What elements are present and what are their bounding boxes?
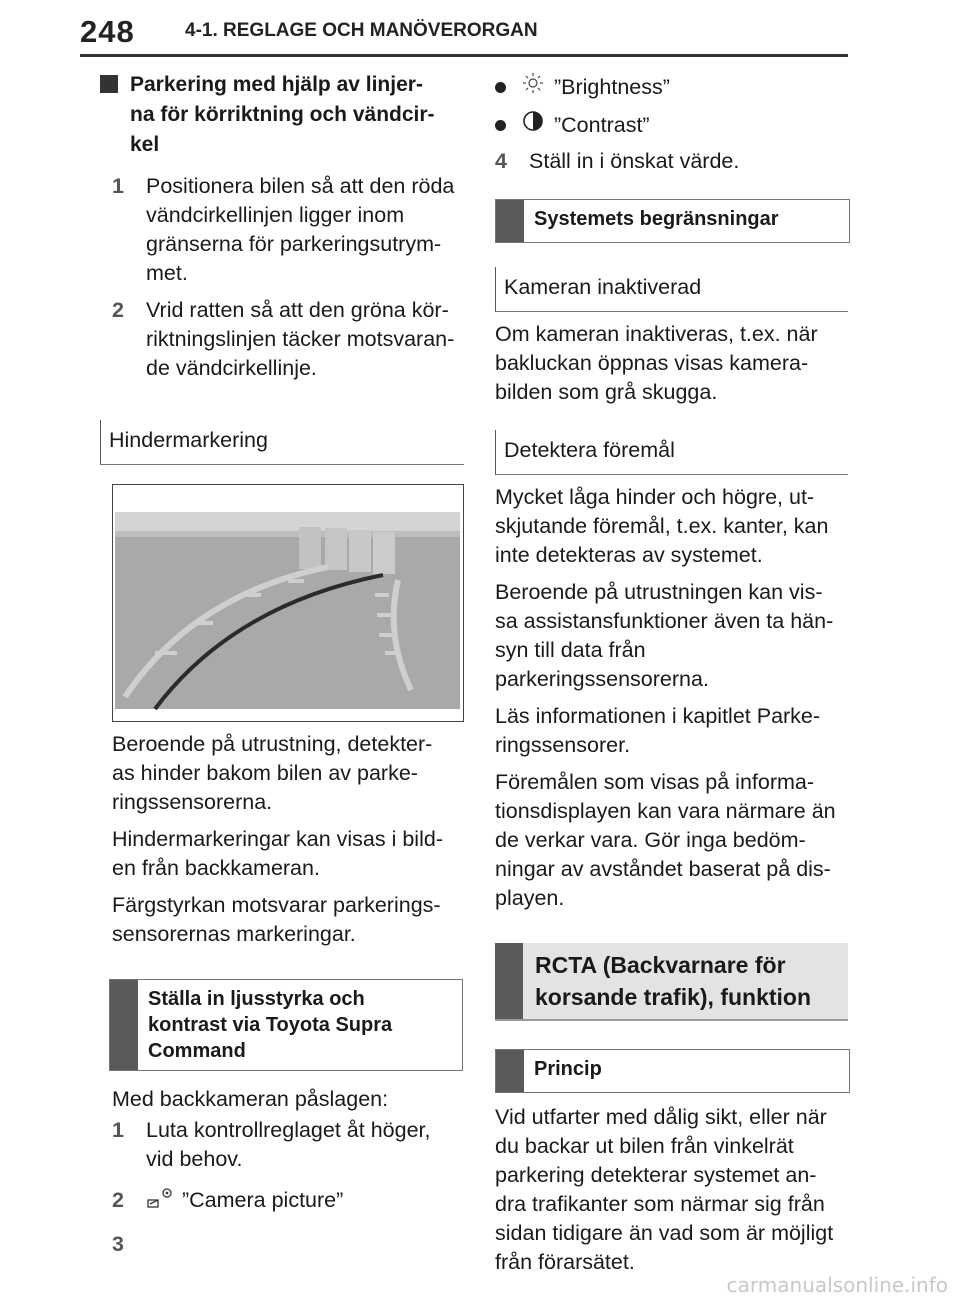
step-line: gränserna för parkeringsutrym- [146, 232, 442, 256]
step-line: Ställ in i önskat värde. [529, 149, 740, 173]
step-2 [112, 296, 464, 383]
contrast-icon [522, 110, 554, 140]
obstacle-paragraph-3 [112, 891, 464, 949]
detect-paragraph-3 [495, 702, 848, 760]
obstacle-marking-subheading [100, 420, 464, 465]
step-camera-picture [112, 1186, 464, 1218]
text-line: parkering detekterar systemet an- [495, 1163, 817, 1187]
step-line: vid behov. [146, 1147, 243, 1171]
text-line: syn till data från [495, 638, 646, 662]
text-line: bakluckan öppnas visas kamera- [495, 351, 809, 375]
text-line: Beroende på utrustning, detekter- [112, 732, 433, 756]
text-line: ringssensorer. [495, 733, 631, 757]
rcta-section-heading [495, 943, 848, 1021]
box-bar [495, 943, 523, 1019]
camera-deactivated-subheading [495, 267, 848, 312]
detect-paragraph-4 [495, 768, 848, 913]
step-number: 1 [112, 174, 124, 198]
text-line: ningar av avståndet baserat på dis- [495, 857, 831, 881]
text-line: Föremålen som visas på informa- [495, 770, 815, 794]
obstacle-paragraph-2 [112, 825, 464, 883]
step-number: 1 [112, 1118, 124, 1142]
intro-text: Med backkameran påslagen: [112, 1087, 389, 1111]
text-line: en från backkameran. [112, 856, 320, 880]
brightness-contrast-box [109, 979, 463, 1071]
step-tilt [112, 1116, 464, 1174]
detect-paragraph-1 [495, 483, 848, 570]
bullet-dot [495, 120, 506, 131]
step-line: Vrid ratten så att den gröna kör- [146, 298, 449, 322]
camera-picture-label: ”Camera picture” [182, 1188, 344, 1212]
box-bar [496, 1050, 524, 1092]
brightness-label: ”Brightness” [554, 74, 670, 99]
text-line: från förarsätet. [495, 1250, 635, 1274]
heading-square-icon [100, 75, 118, 93]
text-line: Mycket låga hinder och högre, ut- [495, 485, 815, 509]
box-title-line: kontrast via Toyota Supra [148, 1014, 393, 1036]
text-line: playen. [495, 886, 565, 910]
header-rule [80, 54, 848, 57]
brightness-bullet [495, 72, 848, 102]
box-bar [496, 200, 524, 242]
box-title: Systemets begränsningar [534, 208, 779, 230]
detect-objects-subheading [495, 430, 848, 475]
step-line: vändcirkellinjen ligger inom [146, 203, 405, 227]
step-line: met. [146, 261, 188, 285]
box-title-line: Ställa in ljusstyrka och [148, 988, 365, 1010]
text-line: Läs informationen i kapitlet Parke- [495, 704, 821, 728]
text-line: ringssensorerna. [112, 790, 273, 814]
obstacle-paragraph-1 [112, 730, 464, 817]
bullet-dot [495, 82, 506, 93]
contrast-label: ”Contrast” [554, 112, 650, 137]
camera-view-illustration [112, 484, 464, 722]
text-line: Färgstyrkan motsvarar parkerings- [112, 893, 441, 917]
system-limits-box [495, 199, 850, 243]
heading-line: na för körriktning och vändcir- [130, 103, 435, 126]
rcta-title-line: RCTA (Backvarnare för [535, 952, 786, 978]
text-line: tionsdisplayen kan vara närmare än [495, 799, 836, 823]
heading-line: Parkering med hjälp av linjer- [130, 73, 423, 96]
step-line: Luta kontrollreglaget åt höger, [146, 1118, 431, 1142]
step-line: riktningslinjen täcker motsvaran- [146, 327, 455, 351]
step-4 [495, 147, 848, 176]
heading-line: kel [130, 133, 160, 156]
subheading-text: Detektera föremål [504, 438, 675, 462]
camera-paragraph [495, 320, 848, 407]
text-line: sidan tidigare än vad som är möjligt [495, 1221, 834, 1245]
contrast-bullet [495, 110, 848, 140]
text-line: sa assistansfunktioner även ta hän- [495, 609, 834, 633]
box-bar [110, 980, 138, 1070]
text-line: as hinder bakom bilen av parke- [112, 761, 418, 785]
camera-settings-icon [146, 1186, 182, 1218]
step-3 [112, 1230, 464, 1259]
text-line: Beroende på utrustningen kan vis- [495, 580, 823, 604]
box-title-line: Command [148, 1040, 246, 1062]
step-line: de vändcirkellinje. [146, 356, 317, 380]
step-number: 4 [495, 149, 507, 173]
right-column [495, 72, 848, 1277]
text-line: inte detekteras av systemet. [495, 543, 763, 567]
camera-view-svg [113, 485, 463, 721]
text-line: sensorernas markeringar. [112, 922, 356, 946]
text-line: Vid utfarter med dålig sikt, eller när [495, 1105, 827, 1129]
subheading-text: Hindermarkering [109, 428, 268, 452]
box-title: Princip [534, 1058, 602, 1080]
step-line: Positionera bilen så att den röda [146, 174, 455, 198]
text-line: bilden som grå skugga. [495, 380, 718, 404]
text-line: Om kameran inaktiveras, t.ex. när [495, 322, 818, 346]
brightness-icon [522, 72, 554, 102]
text-line: dra trafikanter som närmar sig från [495, 1192, 825, 1216]
principle-paragraph [495, 1103, 848, 1277]
watermark-link[interactable]: carmanualsonline.info [726, 1273, 948, 1297]
subheading-text: Kameran inaktiverad [504, 275, 702, 299]
step-number: 2 [112, 298, 124, 322]
text-line: parkeringssensorerna. [495, 667, 709, 691]
text-line: Hindermarkeringar kan visas i bild- [112, 827, 443, 851]
step-number: 2 [112, 1188, 124, 1212]
detect-paragraph-2 [495, 578, 848, 694]
page-number: 248 [80, 14, 135, 49]
step-1 [112, 172, 464, 288]
text-line: de verkar vara. Gör inga bedöm- [495, 828, 806, 852]
text-line: du backar ut bilen från vinkelrät [495, 1134, 794, 1158]
rcta-title-line: korsande trafik), funktion [535, 984, 812, 1010]
step-number: 3 [112, 1232, 124, 1256]
left-column [109, 70, 464, 1259]
text-line: skjutande föremål, t.ex. kanter, kan [495, 514, 829, 538]
section-title: 4-1. REGLAGE OCH MANÖVERORGAN [185, 20, 538, 41]
principle-box [495, 1049, 850, 1093]
parking-lines-heading [112, 70, 464, 160]
